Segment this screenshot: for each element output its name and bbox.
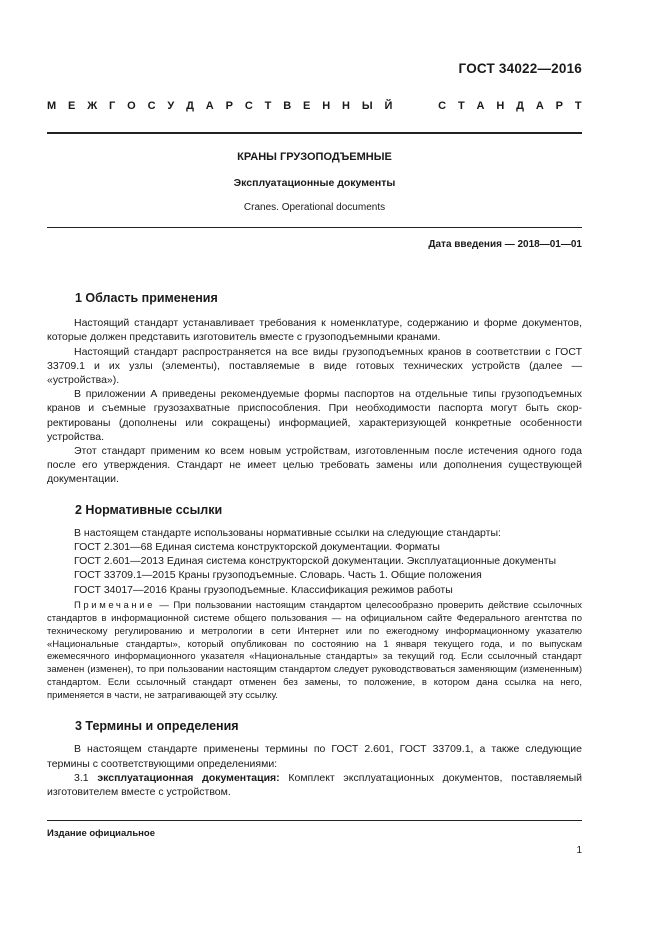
paragraph: В приложении А приведены рекомендуемые формы паспортов на отдельные типы грузоподъемных кранов и съемные грузозахватные приспособления. При необходимости паспорта могут быть скорректированы (дополнены или сокращены) информацией, характеризующей конкретные особенности устройства. xyxy=(47,388,582,443)
section-normative-references xyxy=(47,503,582,703)
document-subtitle: Эксплуатационные документы xyxy=(233,177,396,189)
heading-letter: Е xyxy=(303,100,311,112)
heading-letter: Е xyxy=(68,100,76,112)
heading-letter: В xyxy=(283,100,292,112)
section-scope xyxy=(47,291,582,487)
heading-letter: С xyxy=(438,100,447,112)
heading-letter: Д xyxy=(516,100,524,112)
heading-letter: М xyxy=(47,100,57,112)
heading-letter: Ж xyxy=(87,100,98,112)
english-title: Cranes. Operational documents xyxy=(243,202,386,213)
heading-letter: С xyxy=(147,100,156,112)
heading-letter: А xyxy=(476,100,485,112)
heading-letter xyxy=(404,100,426,112)
paragraph: Этот стандарт применим ко всем новым устройствам, изготовленным после истечения одного года после его утверждения. Стандарт не имеет целью требовать замены или дополнения существующей документации. xyxy=(47,445,582,486)
top-rule xyxy=(47,132,582,134)
heading-letter: С xyxy=(244,100,253,112)
introduction-date: Дата введения — 2018—01—01 xyxy=(428,239,582,250)
heading-letter: Г xyxy=(109,100,116,112)
list-item: ГОСТ 34017—2016 Краны грузоподъемные. Классификация режимов работы xyxy=(74,583,453,596)
section-heading: 3 Термины и определения xyxy=(75,719,239,734)
gost-code: ГОСТ 34022—2016 xyxy=(458,61,582,76)
heading-letter: Н xyxy=(322,100,331,112)
document-body xyxy=(47,291,582,799)
list-item: ГОСТ 33709.1—2015 Краны грузоподъемные. Словарь. Часть 1. Общие положения xyxy=(74,569,482,582)
note-text: — При пользовании настоящим стандартом целесообразно проверить действие ссылочных стандартов в информационной системе общего пользования — на официальном сайте Федерального агентства по техническому регулированию и метрологии в сети Интернет или по ежегодному информационному указателю «Национальные стандарты», который опубликован по состоянию на 1 января текущего года, и по выпускам ежемесячного информационного указателя «Национальные стандарты» за текущий год. Если ссылочный стандарт заменен (изменен), то при пользовании настоящим стандартом следует руководствоваться заменяющим (измененным) стандартом. Если ссылочный стандарт отменен без замены, то положение, в котором дана ссылка на него, применяется в части, не затрагивающей эту ссылку. xyxy=(47,599,582,702)
heading-letter: Р xyxy=(555,100,564,112)
section-heading: 2 Нормативные ссылки xyxy=(75,502,223,517)
paragraph: Настоящий стандарт устанавливает требования к номенклатуре, содержанию и форме документов, которые должен представить изготовитель вместе с грузоподъемными кранами. xyxy=(47,317,582,344)
paragraph: Настоящий стандарт распространяется на все виды грузоподъемных кранов в соответствии с ГОСТ 33709.1 и их узлы (элементы), поставляемые в виде готовых технических устройств (далее — «устройства»). xyxy=(47,345,582,387)
term-name: эксплуатационная документация: xyxy=(97,771,280,784)
heading-letter: Й xyxy=(384,100,393,112)
list-item: ГОСТ 2.601—2013 Единая система конструкторской документации. Эксплуатационные документы xyxy=(74,555,557,568)
note-label: Примечание xyxy=(74,599,155,611)
term-number: 3.1 xyxy=(74,771,98,784)
interstate-standard-heading xyxy=(47,100,582,112)
edition-label: Издание официальное xyxy=(47,828,155,839)
page-number: 1 xyxy=(576,845,582,856)
title-rule xyxy=(47,227,582,228)
heading-letter: А xyxy=(205,100,214,112)
term-definition xyxy=(47,771,582,799)
heading-letter: Н xyxy=(342,100,350,112)
paragraph: В настоящем стандарте применены термины по ГОСТ 2.601, ГОСТ 33709.1, а также следующие термины с соответствующими определениями: xyxy=(47,743,582,770)
heading-letter: Д xyxy=(186,100,194,112)
list-item: ГОСТ 2.301—68 Единая система конструкторской документации. Форматы xyxy=(74,541,440,554)
heading-letter: У xyxy=(167,100,175,112)
heading-letter: Н xyxy=(496,100,505,112)
heading-letter: Т xyxy=(457,100,465,112)
heading-letter: А xyxy=(535,100,544,112)
heading-letter: Р xyxy=(225,100,233,112)
term-text: Комплект эксплуатационных документов, поставляемый изготовителем вместе с устройством. xyxy=(47,771,582,798)
reference-list xyxy=(47,526,582,597)
heading-letter: Т xyxy=(264,100,272,112)
heading-letter: Ы xyxy=(361,100,373,112)
section-heading: 1 Область применения xyxy=(75,291,218,305)
document-title: КРАНЫ ГРУЗОПОДЪЕМНЫЕ xyxy=(237,151,392,163)
heading-letter: Т xyxy=(574,100,582,112)
section-terms xyxy=(47,719,582,799)
heading-letter: О xyxy=(127,100,136,112)
footer-rule xyxy=(47,820,582,821)
list-item: В настоящем стандарте использованы нормативные ссылки на следующие стандарты: xyxy=(74,526,501,539)
note xyxy=(47,600,582,703)
